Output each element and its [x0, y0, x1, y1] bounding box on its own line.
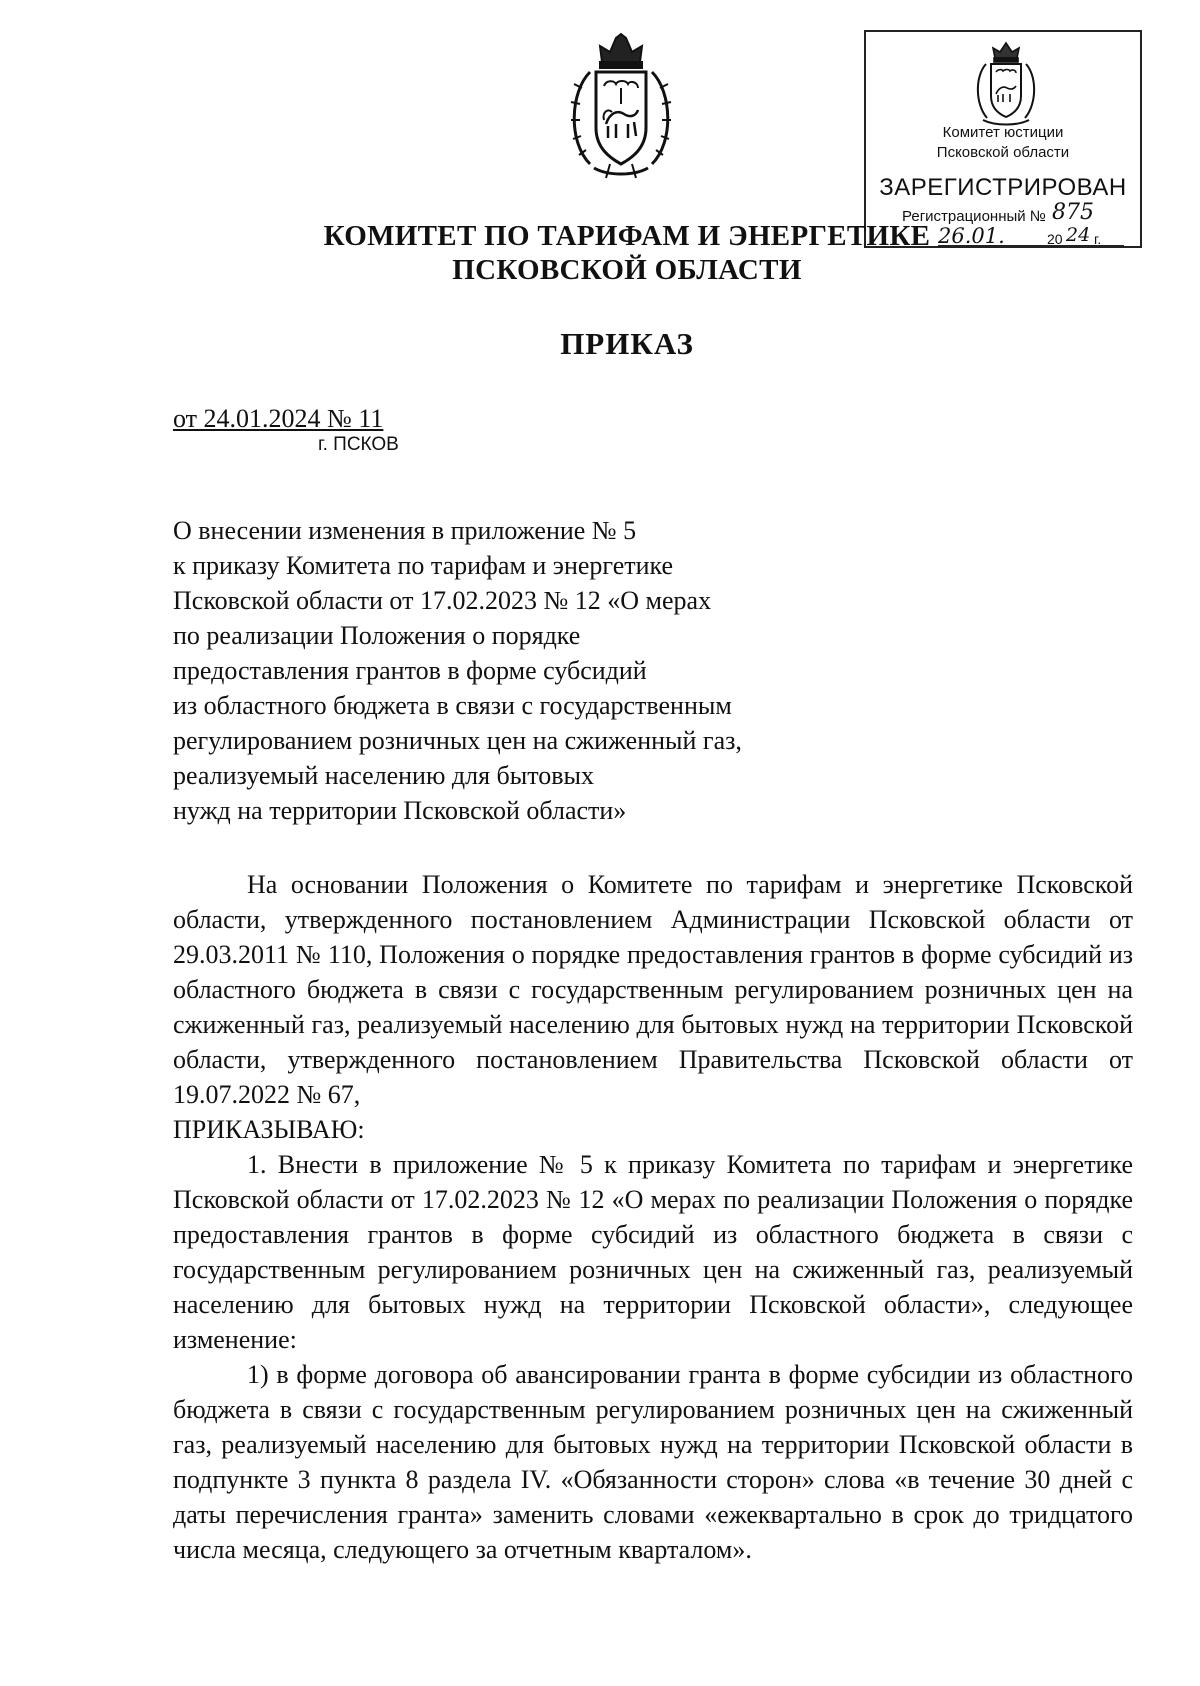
subject-line: нужд на территории Псковской области»: [173, 796, 627, 825]
document-type-heading: ПРИКАЗ: [560, 326, 694, 361]
stamp-emblem: [971, 40, 1041, 128]
stamp-year-prefix: 20: [1047, 231, 1063, 247]
subject-line: регулированием розничных цен на сжиженный газ,: [173, 726, 742, 755]
order-word: ПРИКАЗЫВАЮ:: [173, 1115, 365, 1144]
stamp-reg-label: Регистрационный №: [902, 208, 1046, 225]
stamp-reg-number: 875: [1052, 200, 1094, 225]
registration-stamp: [864, 30, 1142, 248]
stamp-org-line1: Комитет юстиции: [942, 124, 1064, 141]
preamble-paragraph: На основании Положения о Комитете по тарифам и энергетике Псковской области, утвержденного постановлением Администрации Псковской области от 29.03.2011 № 110, Положения о порядке предоставления грантов в форме субсидий из областного бюджета в связи с государственным регулированием розничных цен на сжиженный газ, реализуемый населению для бытовых нужд на территории Псковской области, утвержденного постановлением Правительства Псковской области от 19.07.2022 № 67,: [173, 870, 1133, 1109]
stamp-year-suffix: г.: [1094, 231, 1102, 247]
order-subject: [173, 513, 853, 828]
order-city: г. ПСКОВ: [318, 434, 399, 455]
subject-line: Псковской области от 17.02.2023 № 12 «О мерах: [173, 586, 712, 615]
coat-of-arms-emblem: [560, 32, 682, 182]
subject-line: О внесении изменения в приложение № 5: [173, 516, 637, 545]
subject-line: предоставления грантов в форме субсидий: [173, 656, 647, 685]
committee-title-line1: КОМИТЕТ ПО ТАРИФАМ И ЭНЕРГЕТИКЕ: [323, 220, 931, 252]
subject-line: из областного бюджета в связи с государственным: [173, 691, 732, 720]
order-date-number: от 24.01.2024 № 11: [173, 404, 384, 433]
subject-line: реализуемый населению для бытовых: [173, 761, 595, 790]
stamp-date: 26.01.: [938, 224, 1005, 248]
order-body: [173, 867, 1133, 1567]
subject-line: по реализации Положения о порядке: [173, 621, 581, 650]
item-1-paragraph: 1. Внести в приложение № 5 к приказу Комитета по тарифам и энергетике Псковской области от 17.02.2023 № 12 «О мерах по реализации Положения о порядке предоставления грантов в форме субсидий из областного бюджета в связи с государственным регулированием розничных цен на сжиженный газ, реализуемый населению для бытовых нужд на территории Псковской области», следующее изменение:: [173, 1150, 1133, 1354]
item-1-1-paragraph: 1) в форме договора об авансировании гранта в форме субсидии из областного бюджета в связи с государственным регулированием розничных цен на сжиженный газ, реализуемый населению для бытовых нужд на территории Псковской области в подпункте 3 пункта 8 раздела IV. «Обязанности сторон» слова «в течение 30 дней с даты перечисления гранта» заменить словами «ежеквартально в срок до тридцатого числа месяца, следующего за отчетным кварталом».: [173, 1360, 1133, 1564]
stamp-status: ЗАРЕГИСТРИРОВАН: [879, 174, 1127, 201]
stamp-year-handwritten: 24: [1066, 224, 1091, 246]
subject-line: к приказу Комитета по тарифам и энергетике: [173, 551, 674, 580]
stamp-org-line2: Псковской области: [936, 144, 1070, 161]
committee-title-line2: ПСКОВСКОЙ ОБЛАСТИ: [452, 254, 802, 286]
